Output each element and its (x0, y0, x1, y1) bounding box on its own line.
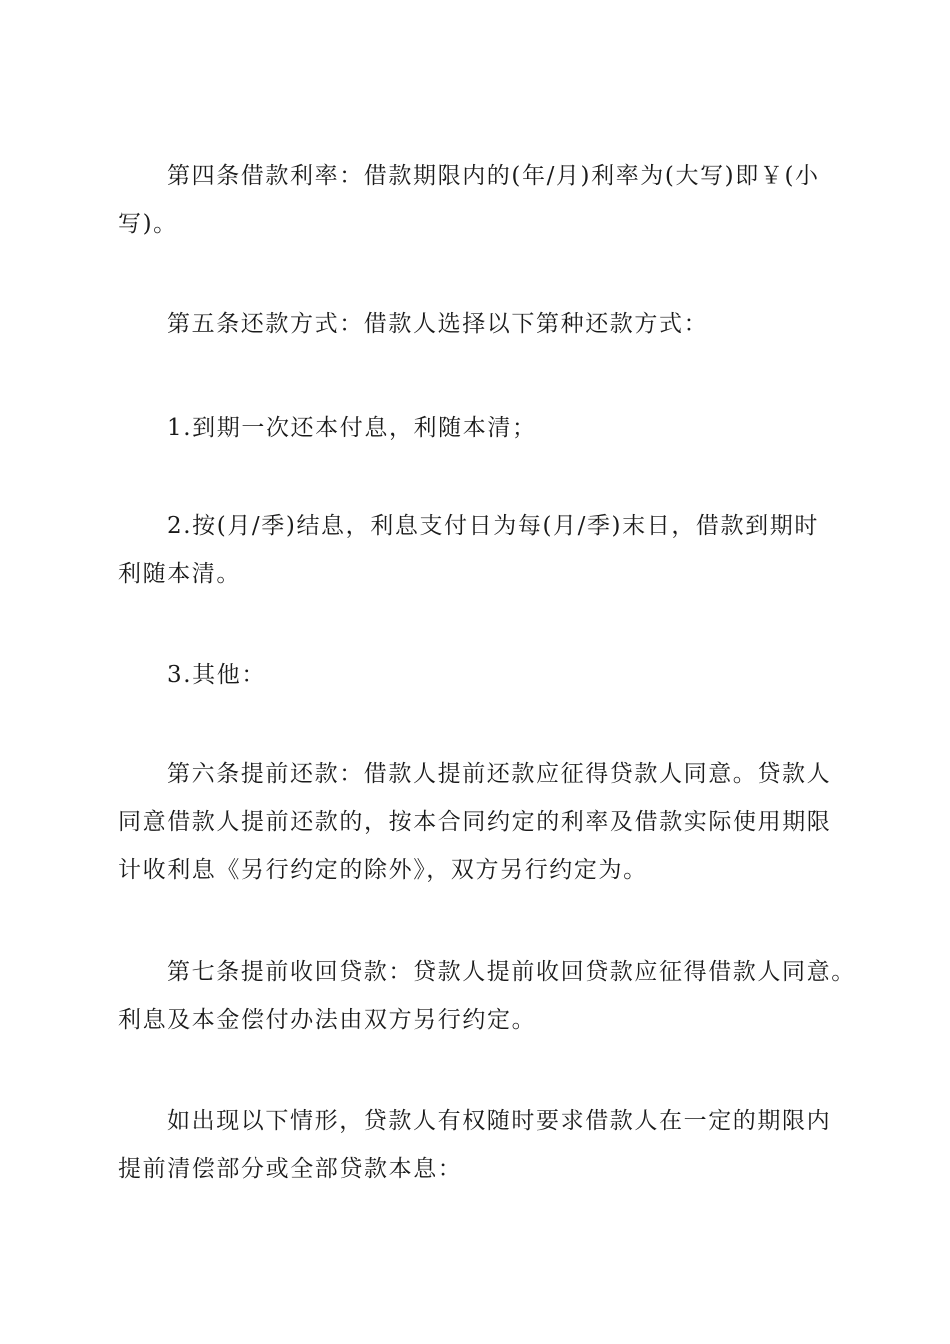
paragraph-line: 写)。 (118, 211, 178, 237)
paragraph-line: 1.到期一次还本付息，利随本清； (167, 415, 537, 441)
paragraph-line: 第六条提前还款：借款人提前还款应征得贷款人同意。贷款人 (167, 761, 832, 787)
paragraph-line: 3.其他： (167, 662, 266, 688)
paragraph-article-4 (118, 152, 838, 248)
paragraph-option-1 (118, 404, 838, 452)
paragraph-line: 2.按(月/季)结息，利息支付日为每(月/季)末日，借款到期时 (167, 513, 819, 539)
paragraph-article-7 (118, 948, 856, 1044)
paragraph-option-2 (118, 502, 838, 598)
paragraph-line: 提前清偿部分或全部贷款本息： (118, 1156, 463, 1182)
paragraph-line: 同意借款人提前还款的，按本合同约定的利率及借款实际使用期限 (118, 809, 832, 835)
paragraph-article-5 (118, 300, 838, 348)
paragraph-article-6 (118, 750, 838, 894)
paragraph-line: 第七条提前收回贷款：贷款人提前收回贷款应征得借款人同意。 (167, 959, 856, 985)
paragraph-line: 利息及本金偿付办法由双方另行约定。 (118, 1007, 537, 1033)
paragraph-line: 第五条还款方式：借款人选择以下第种还款方式： (167, 311, 709, 337)
paragraph-option-3 (118, 651, 838, 699)
paragraph-early-repayment-conditions (118, 1097, 838, 1193)
paragraph-line: 第四条借款利率：借款期限内的(年/月)利率为(大写)即￥(小 (167, 163, 820, 189)
paragraph-line: 利随本清。 (118, 561, 241, 587)
paragraph-line: 如出现以下情形，贷款人有权随时要求借款人在一定的期限内 (167, 1108, 832, 1134)
paragraph-line: 计收利息《另行约定的除外》，双方另行约定为。 (118, 857, 648, 883)
